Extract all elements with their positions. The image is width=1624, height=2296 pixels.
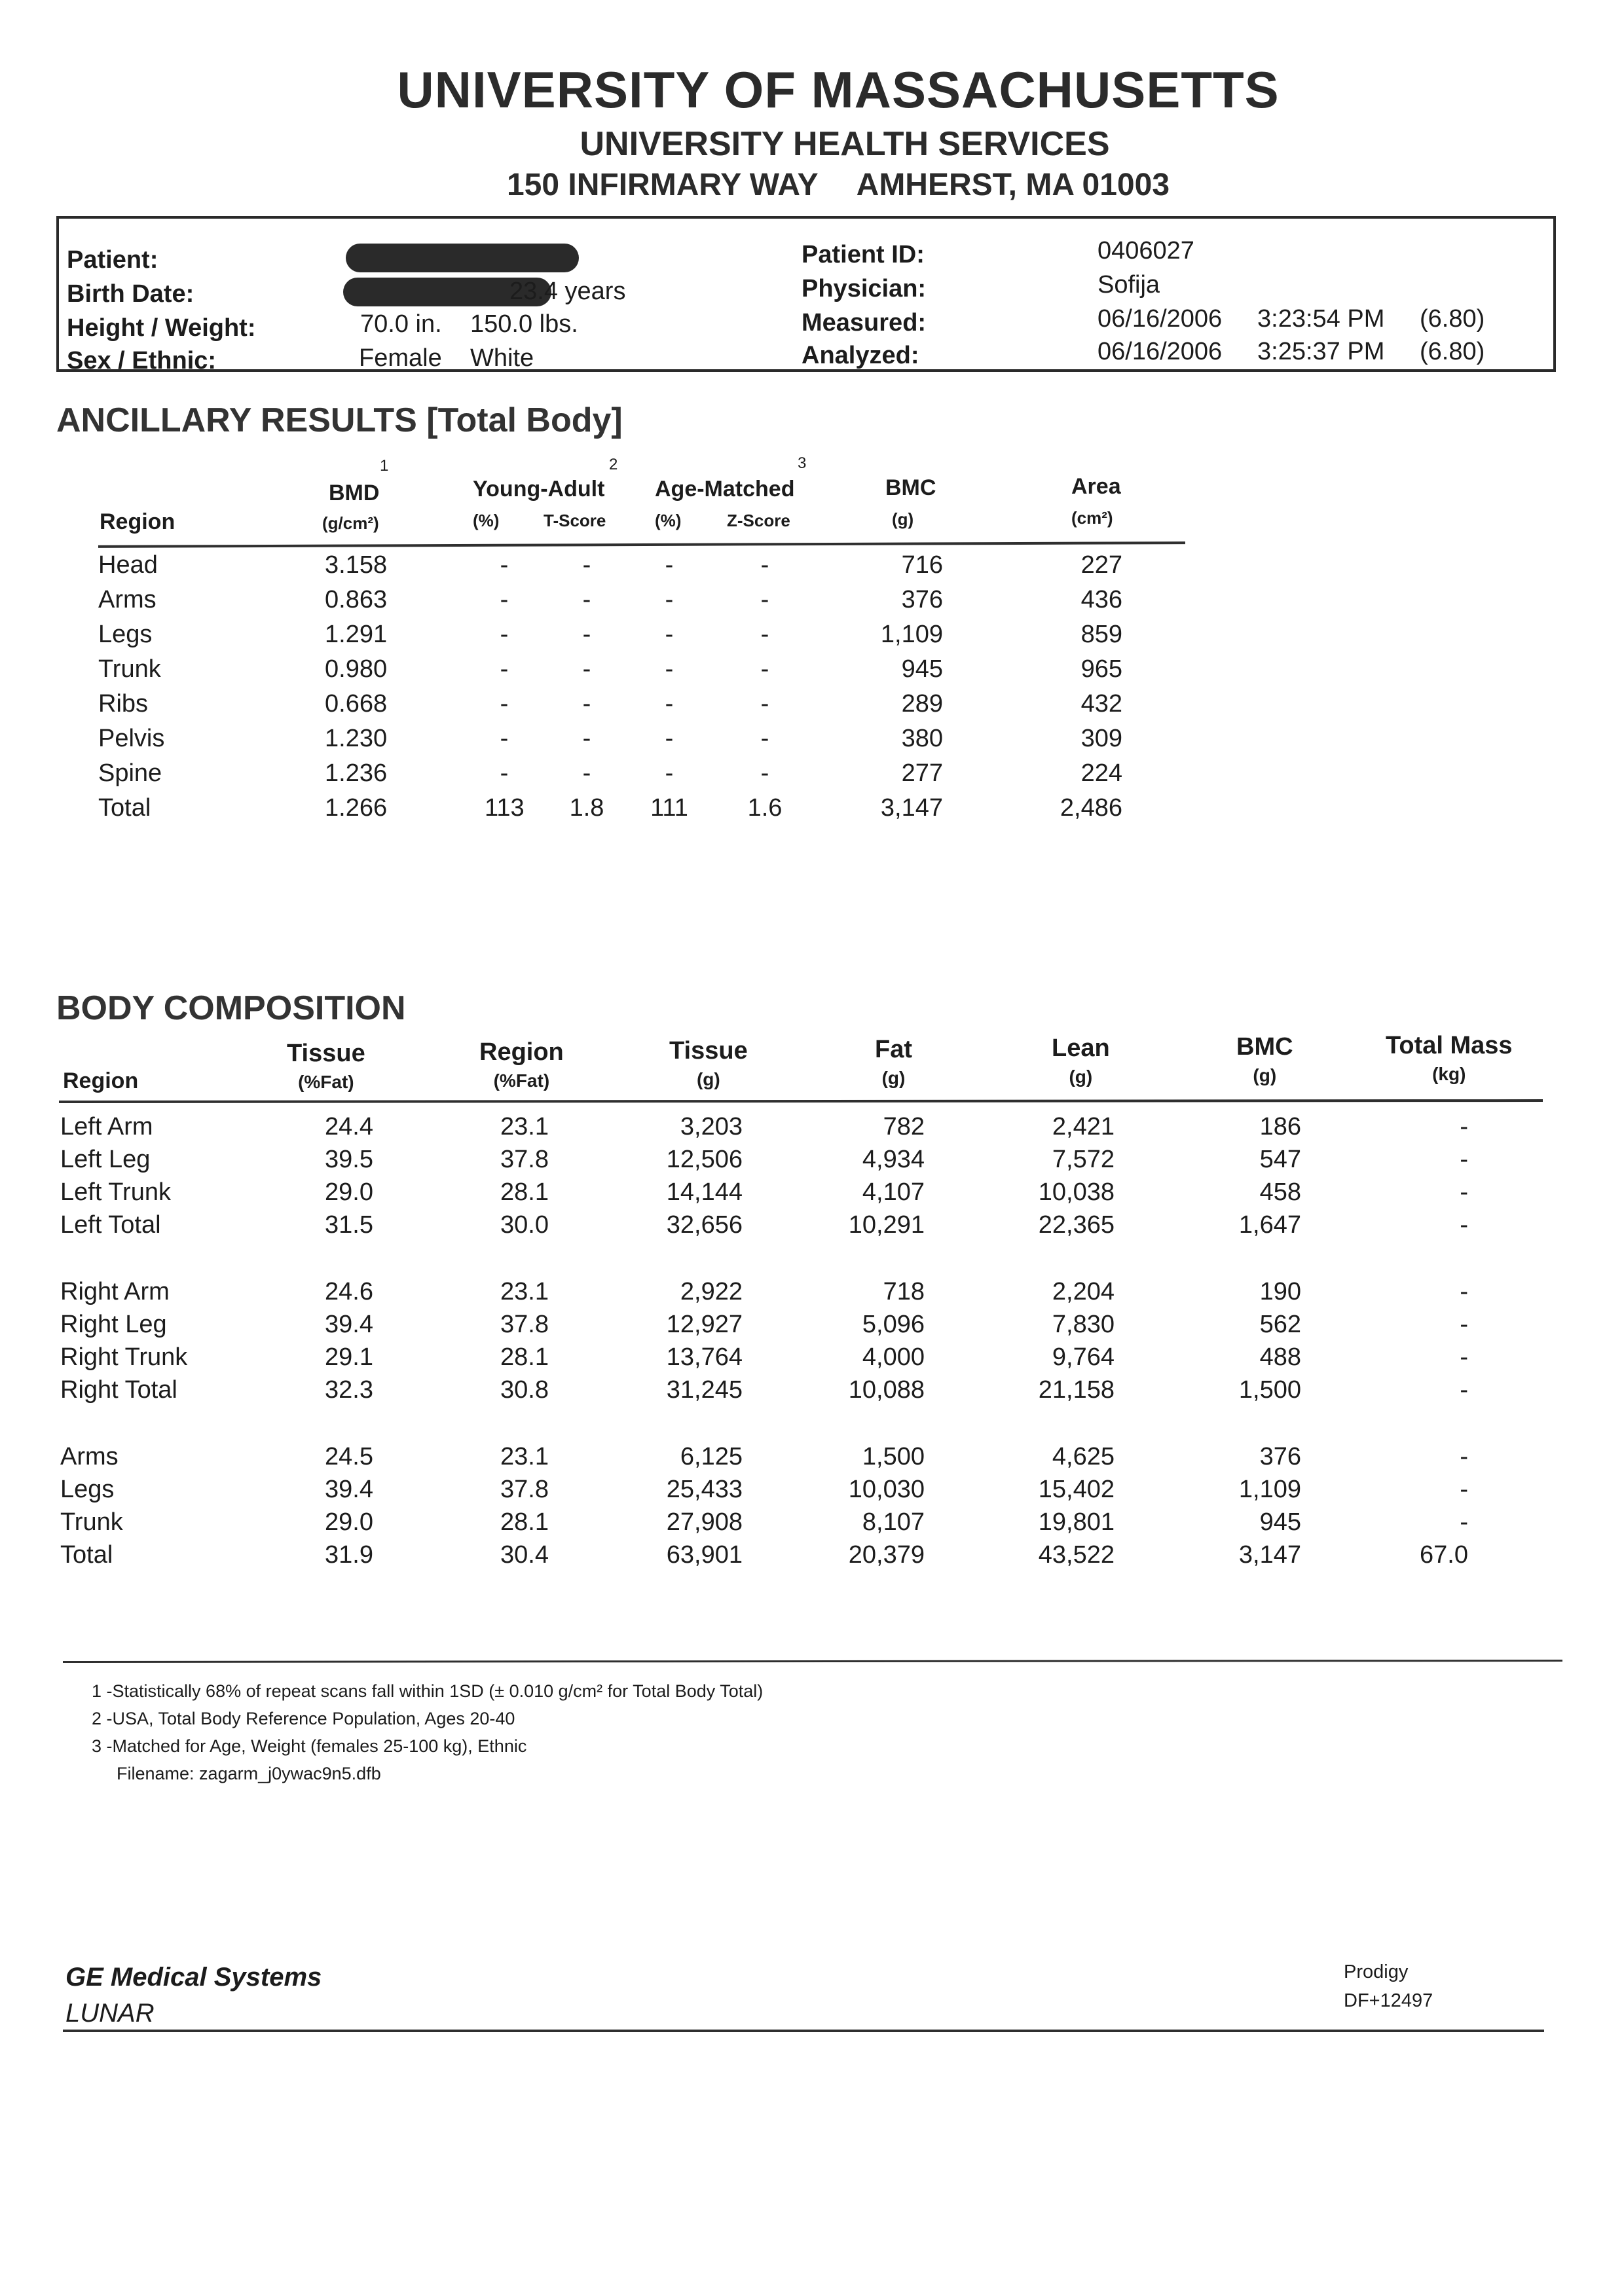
bc-cell-region-pct: 30.8 <box>500 1376 549 1404</box>
bc-cell-lean: 7,830 <box>1052 1311 1115 1338</box>
ancillary-cell-am-pct: - <box>665 621 674 648</box>
ancillary-cell-ya-t: - <box>582 551 591 579</box>
bc-cell-bmc: 945 <box>1259 1508 1301 1536</box>
ancillary-cell-region: Trunk <box>98 655 161 683</box>
bc-cell-fat: 10,291 <box>848 1211 925 1239</box>
anc-header-am-pct: (%) <box>655 511 682 530</box>
ancillary-row <box>98 794 1211 829</box>
ancillary-cell-bmc: 1,109 <box>880 621 943 648</box>
bc-cell-bmc: 1,647 <box>1238 1211 1301 1239</box>
patient-ethnic: White <box>470 344 534 372</box>
bc-header-lean-unit: (g) <box>1069 1066 1093 1087</box>
ancillary-cell-ya-t: - <box>582 655 591 683</box>
ancillary-cell-am-z: - <box>760 621 769 648</box>
ancillary-cell-area: 859 <box>1080 621 1122 648</box>
body-composition-row <box>60 1278 1540 1311</box>
bc-cell-tissue-g: 32,656 <box>666 1211 743 1239</box>
patient-info-box <box>56 216 1556 372</box>
ancillary-cell-bmd: 0.980 <box>325 655 388 683</box>
body-composition-row <box>60 1508 1540 1541</box>
bc-cell-fat: 20,379 <box>848 1541 925 1569</box>
sex-ethnic-label: Sex / Ethnic: <box>67 347 217 374</box>
bc-cell-region: Right Leg <box>60 1311 167 1338</box>
bc-header-lean-label: Lean <box>1052 1034 1110 1062</box>
ancillary-cell-am-pct: 111 <box>650 794 688 822</box>
bc-cell-lean: 4,625 <box>1052 1443 1115 1470</box>
ancillary-cell-am-z: - <box>760 551 769 579</box>
bc-cell-tissue-g: 12,506 <box>666 1146 743 1173</box>
bc-cell-tissue-g: 31,245 <box>666 1376 743 1404</box>
ancillary-cell-ya-t: - <box>582 725 591 752</box>
ancillary-cell-am-z: 1.6 <box>747 794 783 822</box>
bc-cell-bmc: 186 <box>1259 1113 1301 1140</box>
bc-header-tissue-g-unit: (g) <box>696 1069 720 1089</box>
patient-height: 70.0 in. <box>360 310 442 338</box>
bc-cell-tissue-pct: 24.4 <box>325 1113 373 1140</box>
bc-header-bmc-label: BMC <box>1236 1033 1293 1061</box>
bc-header-region: Region <box>63 1068 139 1093</box>
body-composition-row <box>60 1178 1540 1211</box>
bc-cell-fat: 5,096 <box>862 1311 925 1338</box>
bc-cell-fat: 4,107 <box>862 1178 925 1206</box>
anc-header-young-adult: Young-Adult <box>473 477 605 501</box>
ancillary-cell-ya-pct: - <box>500 586 509 613</box>
height-weight-label: Height / Weight: <box>67 314 256 342</box>
address-city: AMHERST, MA 01003 <box>856 168 1170 202</box>
footnote-2: 2 -USA, Total Body Reference Population, Ages 20-40 <box>92 1709 515 1728</box>
bc-cell-fat: 10,088 <box>848 1376 925 1404</box>
physician-value: Sofija <box>1098 271 1160 299</box>
ancillary-cell-area: 432 <box>1080 690 1122 718</box>
bc-cell-region-pct: 37.8 <box>500 1146 549 1173</box>
ancillary-row <box>98 586 1211 621</box>
bc-header-fat <box>875 1036 912 1089</box>
ancillary-cell-bmc: 3,147 <box>880 794 943 822</box>
bc-cell-region: Trunk <box>60 1508 123 1536</box>
bc-cell-tissue-pct: 31.9 <box>325 1541 373 1569</box>
bc-cell-lean: 9,764 <box>1052 1343 1115 1371</box>
bc-cell-total-mass: - <box>1460 1311 1468 1338</box>
physician-label: Physician: <box>802 275 927 302</box>
bc-header-bmc-unit: (g) <box>1253 1065 1277 1085</box>
sub-brand: LUNAR <box>65 1999 155 2028</box>
bc-cell-tissue-g: 25,433 <box>666 1476 743 1503</box>
anc-header-t-score: T-Score <box>544 511 606 530</box>
ancillary-cell-ya-t: - <box>582 690 591 718</box>
ancillary-cell-am-z: - <box>760 690 769 718</box>
body-composition-row <box>60 1343 1540 1376</box>
patient-weight: 150.0 lbs. <box>470 310 578 338</box>
analyzed-time: 3:25:37 PM <box>1257 338 1385 365</box>
bc-cell-total-mass: - <box>1460 1211 1468 1239</box>
ancillary-cell-am-z: - <box>760 725 769 752</box>
ancillary-row <box>98 621 1211 655</box>
ancillary-cell-ya-pct: 113 <box>485 794 525 822</box>
birth-date-label: Birth Date: <box>67 280 194 308</box>
ancillary-cell-ya-pct: - <box>500 690 509 718</box>
ancillary-cell-am-pct: - <box>665 586 674 613</box>
bc-cell-tissue-g: 3,203 <box>680 1113 743 1140</box>
bc-cell-tissue-g: 63,901 <box>666 1541 743 1569</box>
anc-header-area: Area <box>1071 474 1121 499</box>
bc-cell-bmc: 376 <box>1259 1443 1301 1470</box>
body-composition-row <box>60 1443 1540 1476</box>
ancillary-cell-region: Arms <box>98 586 157 613</box>
bc-cell-tissue-g: 13,764 <box>666 1343 743 1371</box>
bc-cell-tissue-g: 6,125 <box>680 1443 743 1470</box>
bc-cell-region-pct: 37.8 <box>500 1476 549 1503</box>
patient-id-value: 0406027 <box>1098 237 1194 264</box>
bc-cell-region-pct: 30.4 <box>500 1541 549 1569</box>
bc-header-tissue-g <box>669 1037 748 1090</box>
ancillary-cell-am-pct: - <box>665 759 674 787</box>
body-composition-header-rule <box>59 1099 1543 1103</box>
bc-cell-region: Left Arm <box>60 1113 153 1140</box>
bc-cell-region: Arms <box>60 1443 119 1470</box>
ancillary-cell-bmc: 716 <box>901 551 943 579</box>
ancillary-row <box>98 655 1211 690</box>
bc-cell-region: Total <box>60 1541 113 1569</box>
bc-cell-lean: 2,421 <box>1052 1113 1115 1140</box>
ancillary-cell-bmd: 1.266 <box>325 794 388 822</box>
bc-cell-bmc: 190 <box>1259 1278 1301 1305</box>
anc-note-1: 1 <box>380 457 389 475</box>
bc-cell-lean: 22,365 <box>1038 1211 1115 1239</box>
measured-version: (6.80) <box>1420 305 1485 333</box>
bc-cell-fat: 718 <box>883 1278 925 1305</box>
bc-cell-fat: 1,500 <box>862 1443 925 1470</box>
body-composition-row <box>60 1476 1540 1508</box>
patient-age: 23.4 years <box>509 278 626 305</box>
bc-cell-lean: 15,402 <box>1038 1476 1115 1503</box>
anc-header-z-score: Z-Score <box>727 511 790 530</box>
bc-cell-tissue-pct: 32.3 <box>325 1376 373 1404</box>
ancillary-cell-am-pct: - <box>665 690 674 718</box>
bc-header-region-pct <box>479 1038 564 1091</box>
bc-header-total-mass-label: Total Mass <box>1386 1032 1513 1059</box>
bc-header-region-pct-label: Region <box>479 1038 564 1066</box>
bc-cell-bmc: 1,109 <box>1238 1476 1301 1503</box>
address-street: 150 INFIRMARY WAY <box>506 168 819 202</box>
bc-cell-tissue-pct: 39.4 <box>325 1476 373 1503</box>
bc-cell-lean: 7,572 <box>1052 1146 1115 1173</box>
bc-cell-tissue-pct: 24.6 <box>325 1278 373 1305</box>
ancillary-cell-ya-pct: - <box>500 725 509 752</box>
footnote-rule <box>63 1660 1562 1663</box>
ancillary-cell-ya-t: - <box>582 586 591 613</box>
ancillary-cell-bmd: 1.236 <box>325 759 388 787</box>
bc-cell-total-mass: - <box>1460 1146 1468 1173</box>
ancillary-cell-ya-t: - <box>582 759 591 787</box>
ancillary-cell-ya-pct: - <box>500 621 509 648</box>
ancillary-cell-ya-t: - <box>582 621 591 648</box>
bc-cell-total-mass: 67.0 <box>1420 1541 1468 1569</box>
bc-cell-tissue-pct: 39.5 <box>325 1146 373 1173</box>
bc-cell-tissue-g: 12,927 <box>666 1311 743 1338</box>
bc-header-tissue-pct-unit: (%Fat) <box>298 1072 354 1092</box>
bc-cell-total-mass: - <box>1460 1443 1468 1470</box>
bc-cell-tissue-pct: 24.5 <box>325 1443 373 1470</box>
bc-header-total-mass-unit: (kg) <box>1432 1064 1466 1084</box>
bc-header-tissue-g-label: Tissue <box>669 1037 748 1065</box>
ancillary-cell-bmd: 0.668 <box>325 690 388 718</box>
bc-cell-bmc: 458 <box>1259 1178 1301 1206</box>
ancillary-cell-area: 436 <box>1080 586 1122 613</box>
device-serial: DF+12497 <box>1344 1990 1433 2011</box>
bc-cell-total-mass: - <box>1460 1278 1468 1305</box>
bc-cell-total-mass: - <box>1460 1376 1468 1404</box>
anc-header-age-matched: Age-Matched <box>655 477 795 501</box>
bc-header-fat-unit: (g) <box>881 1068 906 1088</box>
ancillary-cell-region: Spine <box>98 759 162 787</box>
ancillary-cell-area: 309 <box>1080 725 1122 752</box>
bc-cell-total-mass: - <box>1460 1343 1468 1371</box>
analyzed-date: 06/16/2006 <box>1098 338 1223 365</box>
ancillary-row <box>98 725 1211 759</box>
ancillary-cell-bmc: 945 <box>901 655 943 683</box>
measured-label: Measured: <box>802 309 927 337</box>
ancillary-header-rule <box>98 541 1185 548</box>
anc-note-3: 3 <box>798 454 807 472</box>
bc-cell-lean: 2,204 <box>1052 1278 1115 1305</box>
department-title: UNIVERSITY HEALTH SERVICES <box>580 125 1110 163</box>
ancillary-cell-bmd: 0.863 <box>325 586 388 613</box>
redacted-patient-name <box>346 244 579 272</box>
ancillary-cell-bmd: 3.158 <box>325 551 388 579</box>
footnote-3: 3 -Matched for Age, Weight (females 25-100 kg), Ethnic <box>92 1736 527 1756</box>
anc-note-2: 2 <box>609 456 618 473</box>
ancillary-cell-am-z: - <box>760 586 769 613</box>
bc-cell-total-mass: - <box>1460 1113 1468 1140</box>
bc-cell-fat: 4,000 <box>862 1343 925 1371</box>
ancillary-cell-bmd: 1.230 <box>325 725 388 752</box>
bc-cell-fat: 782 <box>883 1113 925 1140</box>
bc-cell-lean: 43,522 <box>1038 1541 1115 1569</box>
bc-cell-bmc: 562 <box>1259 1311 1301 1338</box>
measured-date: 06/16/2006 <box>1098 305 1223 333</box>
bc-cell-lean: 19,801 <box>1038 1508 1115 1536</box>
ancillary-cell-bmc: 277 <box>901 759 943 787</box>
address-line <box>0 167 1624 203</box>
bc-header-fat-label: Fat <box>875 1036 912 1063</box>
bc-cell-total-mass: - <box>1460 1508 1468 1536</box>
ancillary-section-title: ANCILLARY RESULTS [Total Body] <box>56 401 623 439</box>
anc-header-bmd-unit: (g/cm²) <box>322 513 379 533</box>
anc-header-bmc: BMC <box>885 475 936 500</box>
ancillary-cell-am-pct: - <box>665 655 674 683</box>
bc-cell-region-pct: 37.8 <box>500 1311 549 1338</box>
bc-cell-region: Right Total <box>60 1376 177 1404</box>
bc-cell-total-mass: - <box>1460 1178 1468 1206</box>
bc-cell-bmc: 1,500 <box>1238 1376 1301 1404</box>
ancillary-cell-ya-pct: - <box>500 759 509 787</box>
institution-title: UNIVERSITY OF MASSACHUSETTS <box>397 61 1280 118</box>
anc-header-region: Region <box>100 509 175 534</box>
bc-cell-region-pct: 30.0 <box>500 1211 549 1239</box>
ancillary-cell-area: 227 <box>1080 551 1122 579</box>
bc-header-tissue-pct <box>287 1040 365 1093</box>
bc-cell-tissue-g: 14,144 <box>666 1178 743 1206</box>
bc-cell-region: Left Trunk <box>60 1178 171 1206</box>
bc-cell-bmc: 488 <box>1259 1343 1301 1371</box>
ancillary-cell-area: 965 <box>1080 655 1122 683</box>
bc-cell-fat: 4,934 <box>862 1146 925 1173</box>
ancillary-cell-region: Head <box>98 551 158 579</box>
bc-cell-region: Legs <box>60 1476 115 1503</box>
bc-header-bmc <box>1236 1033 1293 1086</box>
bc-cell-region: Left Total <box>60 1211 161 1239</box>
device-model: Prodigy <box>1344 1961 1409 1982</box>
bc-cell-fat: 10,030 <box>848 1476 925 1503</box>
ancillary-row <box>98 690 1211 725</box>
anc-header-area-unit: (cm²) <box>1071 508 1113 528</box>
bc-cell-fat: 8,107 <box>862 1508 925 1536</box>
bc-cell-region: Right Trunk <box>60 1343 188 1371</box>
bc-header-region-pct-unit: (%Fat) <box>493 1070 550 1091</box>
ancillary-cell-am-pct: - <box>665 551 674 579</box>
bc-cell-region-pct: 28.1 <box>500 1343 549 1371</box>
bc-cell-lean: 10,038 <box>1038 1178 1115 1206</box>
bc-cell-bmc: 547 <box>1259 1146 1301 1173</box>
footnote-1: 1 -Statistically 68% of repeat scans fall within 1SD (± 0.010 g/cm² for Total Body Total) <box>92 1681 764 1701</box>
ancillary-cell-ya-t: 1.8 <box>569 794 604 822</box>
body-composition-row <box>60 1311 1540 1343</box>
bc-cell-tissue-g: 27,908 <box>666 1508 743 1536</box>
ancillary-cell-region: Ribs <box>98 690 149 718</box>
body-composition-section-title: BODY COMPOSITION <box>56 989 406 1027</box>
ancillary-cell-bmc: 289 <box>901 690 943 718</box>
body-composition-row <box>60 1376 1540 1409</box>
bc-cell-lean: 21,158 <box>1038 1376 1115 1404</box>
patient-label: Patient: <box>67 246 158 274</box>
bc-cell-region: Left Leg <box>60 1146 151 1173</box>
analyzed-label: Analyzed: <box>802 342 919 369</box>
bc-cell-region-pct: 23.1 <box>500 1278 549 1305</box>
bc-cell-tissue-pct: 29.0 <box>325 1508 373 1536</box>
body-composition-row <box>60 1211 1540 1244</box>
bc-header-tissue-pct-label: Tissue <box>287 1040 365 1067</box>
ancillary-cell-am-pct: - <box>665 725 674 752</box>
ancillary-cell-region: Total <box>98 794 151 822</box>
bc-cell-region-pct: 23.1 <box>500 1443 549 1470</box>
bc-cell-region-pct: 28.1 <box>500 1508 549 1536</box>
ancillary-cell-bmd: 1.291 <box>325 621 388 648</box>
anc-header-bmc-unit: (g) <box>892 509 914 529</box>
ancillary-row <box>98 759 1211 794</box>
bc-cell-total-mass: - <box>1460 1476 1468 1503</box>
bc-header-total-mass <box>1386 1032 1513 1085</box>
ancillary-cell-bmc: 380 <box>901 725 943 752</box>
ancillary-cell-bmc: 376 <box>901 586 943 613</box>
bc-cell-region-pct: 28.1 <box>500 1178 549 1206</box>
bc-cell-region-pct: 23.1 <box>500 1113 549 1140</box>
footer-rule <box>63 2030 1544 2032</box>
brand-name: GE Medical Systems <box>65 1963 322 1992</box>
bc-cell-bmc: 3,147 <box>1238 1541 1301 1569</box>
analyzed-version: (6.80) <box>1420 338 1485 365</box>
ancillary-cell-region: Legs <box>98 621 153 648</box>
bc-header-lean <box>1052 1034 1110 1087</box>
patient-sex: Female <box>359 344 442 372</box>
ancillary-cell-am-z: - <box>760 759 769 787</box>
bc-cell-region: Right Arm <box>60 1278 170 1305</box>
ancillary-cell-am-z: - <box>760 655 769 683</box>
bc-cell-tissue-pct: 29.1 <box>325 1343 373 1371</box>
ancillary-cell-region: Pelvis <box>98 725 165 752</box>
bc-cell-tissue-pct: 29.0 <box>325 1178 373 1206</box>
bc-cell-tissue-g: 2,922 <box>680 1278 743 1305</box>
ancillary-cell-ya-pct: - <box>500 551 509 579</box>
ancillary-row <box>98 551 1211 586</box>
ancillary-cell-area: 2,486 <box>1060 794 1122 822</box>
filename: Filename: zagarm_j0ywac9n5.dfb <box>117 1764 381 1783</box>
body-composition-row <box>60 1146 1540 1178</box>
bc-cell-tissue-pct: 31.5 <box>325 1211 373 1239</box>
measured-time: 3:23:54 PM <box>1257 305 1385 333</box>
ancillary-cell-area: 224 <box>1080 759 1122 787</box>
anc-header-ya-pct: (%) <box>473 511 500 530</box>
patient-id-label: Patient ID: <box>802 241 925 268</box>
body-composition-row <box>60 1541 1540 1574</box>
anc-header-bmd: BMD <box>329 481 380 505</box>
body-composition-row <box>60 1113 1540 1146</box>
ancillary-cell-ya-pct: - <box>500 655 509 683</box>
bc-cell-tissue-pct: 39.4 <box>325 1311 373 1338</box>
